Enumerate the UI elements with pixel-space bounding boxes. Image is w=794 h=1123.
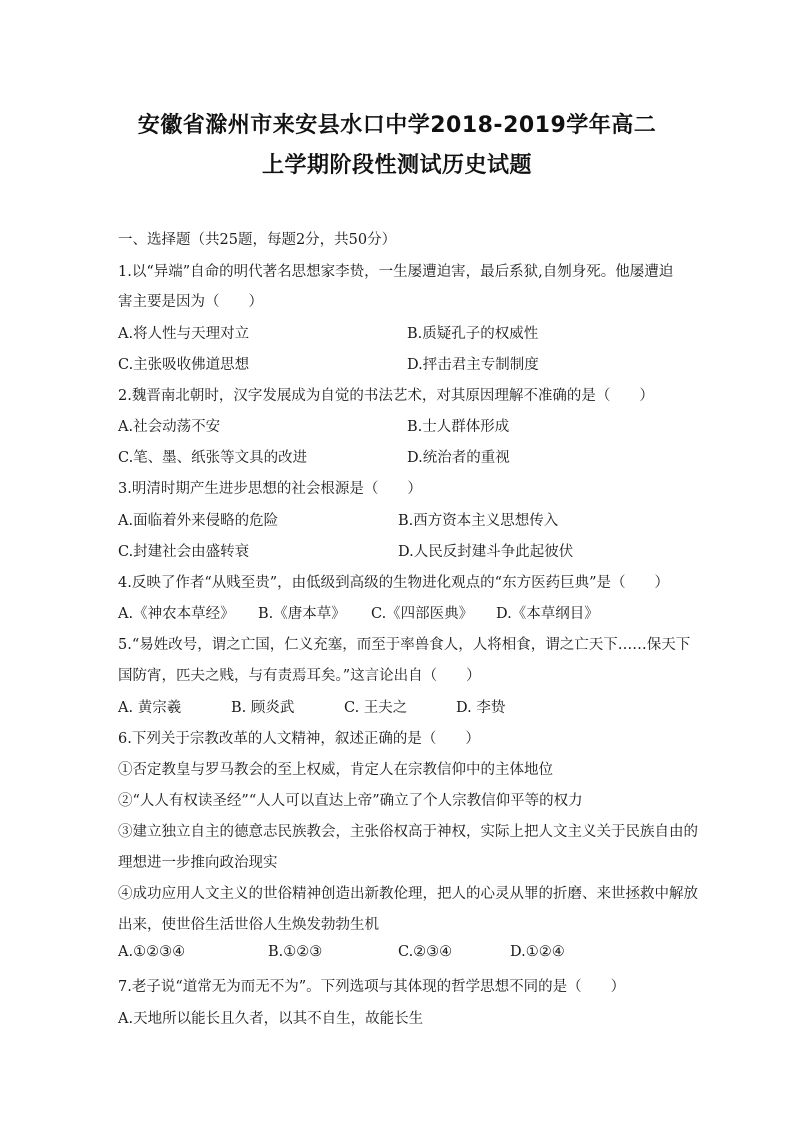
question-3-option-b: B.西方资本主义思想传入: [398, 513, 559, 529]
question-6-option-b: B.①②③: [268, 944, 323, 960]
question-6-option-c: C.②③④: [398, 944, 453, 960]
question-3-stem: 3.明清时期产生进步思想的社会根源是（ ）: [118, 481, 422, 497]
question-4-stem: 4.反映了作者“从贱至贵”，由低级到高级的生物进化观点的“东方医药巨典”是（ ）: [118, 575, 669, 591]
question-4-option-c: C.《四部医典》: [371, 606, 474, 622]
question-6-option-a: A.①②③④: [118, 944, 186, 960]
question-1-stem-line-2: 害主要是因为（ ）: [118, 294, 263, 310]
question-4-option-b: B.《唐本草》: [258, 606, 346, 622]
question-5-stem-line-1: 5.“易姓改号，谓之亡国，仁义充塞，而至于率兽食人，人将相食，谓之亡天下……保天下: [118, 637, 691, 653]
question-5-option-c: C. 王夫之: [344, 700, 408, 716]
question-3-option-a: A.面临着外来侵略的危险: [118, 513, 279, 529]
question-1-option-b: B.质疑孔子的权威性: [407, 326, 539, 342]
question-6-stem: 6.下列关于宗教改革的人文精神，叙述正确的是（ ）: [118, 731, 480, 747]
question-7-option-a: A.天地所以能长且久者，以其不自生，故能长生: [118, 1011, 424, 1027]
question-2-option-d: D.统治者的重视: [407, 450, 510, 466]
question-1-stem-line-1: 1.以“异端”自命的明代著名思想家李贽，一生屡遭迫害，最后系狱,自刎身死。他屡遭迫: [118, 264, 674, 280]
question-7-stem: 7.老子说“道常无为而无不为”。下列选项与其体现的哲学思想不同的是（ ）: [118, 979, 626, 995]
question-2-stem: 2.魏晋南北朝时，汉字发展成为自觉的书法艺术，对其原因理解不准确的是（ ）: [118, 388, 654, 404]
question-1-option-a: A.将人性与天理对立: [118, 326, 250, 342]
question-5-option-a: A. 黄宗羲: [118, 700, 182, 716]
question-3-option-d: D.人民反封建斗争此起彼伏: [398, 544, 574, 560]
question-6-statement-4-line-1: ④成功应用人文主义的世俗精神创造出新教伦理，把人的心灵从罪的折磨、来世拯救中解放: [118, 886, 698, 902]
question-3-option-c: C.封建社会由盛转衰: [118, 544, 250, 560]
question-2-option-b: B.士人群体形成: [407, 419, 510, 435]
question-1-option-c: C.主张吸收佛道思想: [118, 357, 250, 373]
question-6-statement-2: ②“人人有权读圣经”“人人可以直达上帝”确立了个人宗教信仰平等的权力: [118, 793, 583, 809]
page-title-line-2: 上学期阶段性测试历史试题: [261, 153, 532, 178]
question-1-option-d: D.抨击君主专制制度: [407, 357, 539, 373]
question-2-option-c: C.笔、墨、纸张等文具的改进: [118, 450, 308, 466]
question-6-statement-3-line-2: 理想进一步推向政治现实: [118, 855, 278, 871]
question-5-option-b: B. 顾炎武: [231, 700, 295, 716]
question-6-statement-3-line-1: ③建立独立自主的德意志民族教会，主张俗权高于神权，实际上把人文主义关于民族自由的: [118, 824, 698, 840]
question-6-statement-1: ①否定教皇与罗马教会的至上权威，肯定人在宗教信仰中的主体地位: [118, 762, 553, 778]
section-heading: 一、选择题（共25题，每题2分，共50分）: [118, 232, 397, 248]
page-title-line-1: 安徽省滁州市来安县水口中学2018-2019学年高二: [137, 113, 657, 138]
question-6-option-d: D.①②④: [510, 944, 565, 960]
question-2-option-a: A.社会动荡不安: [118, 419, 221, 435]
question-6-statement-4-line-2: 出来，使世俗生活世俗人生焕发勃勃生机: [118, 917, 379, 933]
question-4-option-d: D.《本草纲目》: [496, 606, 599, 622]
question-5-option-d: D. 李贽: [456, 700, 506, 716]
question-4-option-a: A.《神农本草经》: [118, 606, 235, 622]
question-5-stem-line-2: 国防宵，匹夫之贱，与有责焉耳矣。”这言论出自（ ）: [118, 668, 481, 684]
